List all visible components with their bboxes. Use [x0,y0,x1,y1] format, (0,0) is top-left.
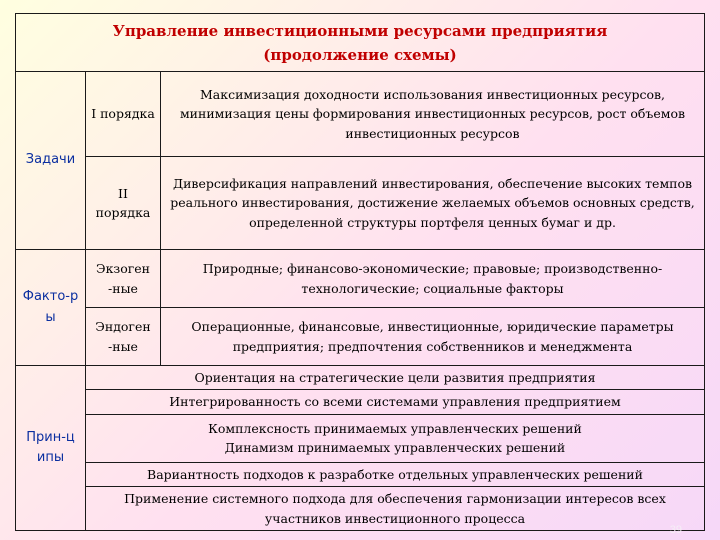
principle-item-3-4 [86,414,705,462]
title-line-2: (продолжение схемы) [263,45,457,64]
slide-number: 39 [669,524,682,536]
page-title [16,14,705,72]
task-order-1: I порядка [86,72,161,157]
principle-item-6: Применение системного подхода для обеспечения гармонизации интересов всех участников инвестиционного процесса [86,487,705,531]
factor-kind-endogenous: Эндоген -ные [86,308,161,366]
task-text-2: Диверсификация направлений инвестирования, обеспечение высоких темпов реального инвестирования, достижение желаемых объемов основных средств, определенной структуры портфеля ценных бумаг и др. [161,157,705,250]
task-text-1: Максимизация доходности использования инвестиционных ресурсов, минимизация цены формирования инвестиционных ресурсов, рост объемов инвестиционных ресурсов [161,72,705,157]
factor-text-endogenous: Операционные, финансовые, инвестиционные, юридические параметры предприятия; предпочтения собственников и менеджмента [161,308,705,366]
factor-text-exogenous: Природные; финансово-экономические; правовые; производственно-технологические; социальные факторы [161,250,705,308]
principle-item-2: Интегрированность со всеми системами управления предприятием [86,390,705,414]
investment-resources-table [15,13,705,531]
task-order-2: II порядка [86,157,161,250]
category-tasks: Задачи [16,72,86,250]
title-line-1: Управление инвестиционными ресурсами предприятия [112,21,608,40]
principle-item-1: Ориентация на стратегические цели развития предприятия [86,366,705,390]
category-principles: Прин-ц ипы [16,366,86,531]
principle-item-3: Комплексность принимаемых управленческих решений [208,420,582,436]
principle-item-5: Вариантность подходов к разработке отдельных управленческих решений [86,462,705,486]
principle-item-4: Динамизм принимаемых управленческих решений [224,440,566,456]
category-factors: Факто-р ы [16,250,86,366]
factor-kind-exogenous: Экзоген -ные [86,250,161,308]
